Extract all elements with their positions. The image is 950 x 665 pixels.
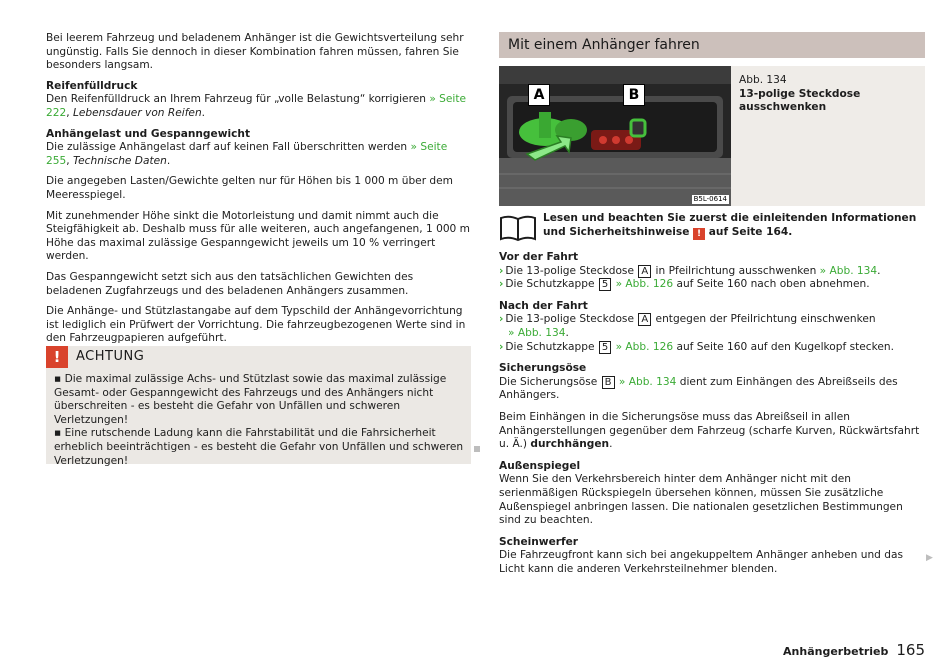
link-abb-134[interactable]: » Abb. 134 bbox=[819, 264, 878, 277]
block-nach-der-fahrt bbox=[499, 300, 925, 354]
right-body bbox=[499, 251, 925, 584]
section-title-bar bbox=[499, 32, 925, 58]
paragraph-aussenspiegel: Wenn Sie den Verkehrsbereich hinter dem Anhänger nicht mit den serienmäßigen Rückspiegeln übersehen können, müssen Sie zusätzliche Außenspiegel anbringen lassen. Die nationalen gesetzlichen Bestimmungen sind zu beachten. bbox=[499, 473, 903, 527]
block-abreisseil bbox=[499, 411, 925, 452]
heading-sicherungsoese: Sicherungsöse bbox=[499, 362, 587, 375]
block-scheinwerfer bbox=[499, 536, 925, 577]
warning-header bbox=[46, 346, 471, 368]
callout-b[interactable]: B bbox=[623, 84, 645, 106]
continue-arrow-icon: ▶ bbox=[926, 553, 933, 563]
list-item: › Die 13-polige Steckdose A entgegen der Pfeilrichtung einschwenken » Abb. 134. bbox=[499, 313, 876, 339]
paragraph-typschild: Die Anhänge- und Stützlastangabe auf dem Typschild der Anhängevorrichtung ist lediglich ein Prüfwert der Vorrichtung. Die fahrzeugbezogenen Werte sind in den Fahrzeugpapieren aufgeführt. bbox=[46, 305, 466, 345]
figure-caption bbox=[739, 74, 919, 115]
heading-aussenspiegel: Außenspiegel bbox=[499, 459, 581, 472]
warning-box bbox=[46, 346, 471, 467]
link-abb-134[interactable]: » Abb. 134 bbox=[508, 326, 566, 339]
note-text: Lesen und beachten Sie zuerst die einleitenden Informationen und Sicherheitshinweise ! auf Seite 164. bbox=[543, 212, 917, 239]
heading-reifenfuelldruck: Reifenfülldruck bbox=[46, 79, 138, 92]
figure-photo bbox=[499, 66, 731, 206]
list-item: › Die 13-polige Steckdose A in Pfeilrichtung ausschwenken » Abb. 134. bbox=[499, 264, 881, 277]
heading-anhaengelast: Anhängelast und Gespanngewicht bbox=[46, 127, 251, 140]
paragraph-sicherungsoese: Die Sicherungsöse B » Abb. 134 dient zum Einhängen des Abreißseils des Anhängers. bbox=[499, 375, 898, 402]
left-column bbox=[46, 32, 471, 353]
link-abb-126[interactable]: » Abb. 126 bbox=[615, 278, 674, 291]
heading-scheinwerfer: Scheinwerfer bbox=[499, 535, 579, 548]
list-item: › Die Schutzkappe 5 » Abb. 126 auf Seite 160 nach oben abnehmen. bbox=[499, 278, 870, 291]
ref-box-b: B bbox=[602, 376, 615, 389]
warning-text bbox=[54, 373, 464, 468]
ref-box-5: 5 bbox=[599, 278, 611, 291]
callout-a[interactable]: A bbox=[528, 84, 550, 106]
block-aussenspiegel bbox=[499, 460, 925, 528]
warning-item: ▪ Die maximal zulässige Achs- und Stützlast sowie das maximal zulässige Gesamt- oder Gespanngewicht des Fahrzeugs und des Anhängers nicht überschreiten - es besteht die Gefahr von Unfällen und schweren Verletzungen! ▪ Eine rutschende Ladung kann die Fahrstabilität und die Fahrsicherheit erheblich beeinträchtigen - es besteht die Gefahr von Unfällen und schweren Verletzungen! bbox=[54, 373, 464, 467]
section-title: Mit einem Anhänger fahren bbox=[508, 37, 700, 53]
heading-vor-der-fahrt: Vor der Fahrt bbox=[499, 251, 579, 263]
page-footer bbox=[783, 641, 925, 661]
paragraph-motorleistung: Mit zunehmender Höhe sinkt die Motorleistung und damit nimmt auch die Steigfähigkeit ab. Deshalb muss für alle weiteren, auch angefangenen, 1 000 m Höhe das maximal zulässige Gespanngewicht jeweils um 10 % verringert werden. bbox=[46, 209, 470, 263]
block-sicherungsoese bbox=[499, 362, 925, 403]
warning-icon: ! bbox=[46, 346, 68, 368]
paragraph-gespanngewicht: Das Gespanngewicht setzt sich aus den tatsächlichen Gewichten des beladenen Zugfahrzeugs und des beladenen Anhängers zusammen. bbox=[46, 270, 414, 297]
link-seite-255[interactable]: » Seite 255 bbox=[46, 141, 448, 167]
list-item: › Die Schutzkappe 5 » Abb. 126 auf Seite 160 auf den Kugelkopf stecken. bbox=[499, 340, 894, 353]
chevron-right-icon: › bbox=[499, 278, 504, 291]
figure-code: B5L-0614 bbox=[693, 195, 727, 203]
block-vor-der-fahrt bbox=[499, 251, 925, 292]
paragraph-reifenfuelldruck: Den Reifenfülldruck an Ihrem Fahrzeug für „volle Belastung“ korrigieren » Seite 222, Lebensdauer von Reifen. bbox=[46, 93, 467, 119]
heading-nach-der-fahrt: Nach der Fahrt bbox=[499, 299, 588, 312]
intro-paragraph: Bei leerem Fahrzeug und beladenem Anhänger ist die Gewichtsverteilung sehr ungünstig. Falls Sie dennoch in dieser Kombination fahren müssen, fahren Sie besonders langsam. bbox=[46, 32, 464, 72]
caption-title: 13-polige Steckdose ausschwenken bbox=[739, 87, 861, 114]
link-abb-134[interactable]: » Abb. 134 bbox=[618, 375, 677, 388]
caption-number: Abb. 134 bbox=[739, 74, 787, 86]
ref-box-5: 5 bbox=[599, 341, 611, 354]
warning-icon-small: ! bbox=[693, 228, 705, 240]
section-end-marker bbox=[474, 446, 480, 452]
chevron-right-icon: › bbox=[499, 313, 504, 326]
paragraph-anhaengelast: Die zulässige Anhängelast darf auf keinen Fall überschritten werden » Seite 255, Technische Daten. bbox=[46, 141, 448, 167]
ref-box-a: A bbox=[638, 265, 651, 278]
paragraph-scheinwerfer: Die Fahrzeugfront kann sich bei angekuppeltem Anhänger anheben und das Licht kann die anderen Verkehrsteilnehmer blenden. bbox=[499, 549, 904, 575]
figure-134 bbox=[499, 66, 925, 206]
link-seite-222[interactable]: » Seite 222 bbox=[46, 93, 467, 119]
ref-box-a: A bbox=[638, 313, 651, 326]
chevron-right-icon: › bbox=[499, 264, 504, 277]
page-number: 165 bbox=[896, 641, 925, 659]
footer-section: Anhängerbetrieb bbox=[783, 645, 889, 658]
warning-title: ACHTUNG bbox=[76, 349, 145, 364]
book-icon bbox=[499, 214, 537, 242]
paragraph-abreisseil: Beim Einhängen in die Sicherungsöse muss das Abreißseil in allen Anhängerstellungen gegenüber dem Fahrzeug (scharfe Kurven, Rückwärtsfahrt u. Ä.) durchhängen. bbox=[499, 410, 920, 451]
link-abb-126[interactable]: » Abb. 126 bbox=[615, 340, 674, 353]
chevron-right-icon: › bbox=[499, 340, 504, 353]
paragraph-hoehe: Die angegeben Lasten/Gewichte gelten nur für Höhen bis 1 000 m über dem Meeresspiegel. bbox=[46, 175, 453, 201]
